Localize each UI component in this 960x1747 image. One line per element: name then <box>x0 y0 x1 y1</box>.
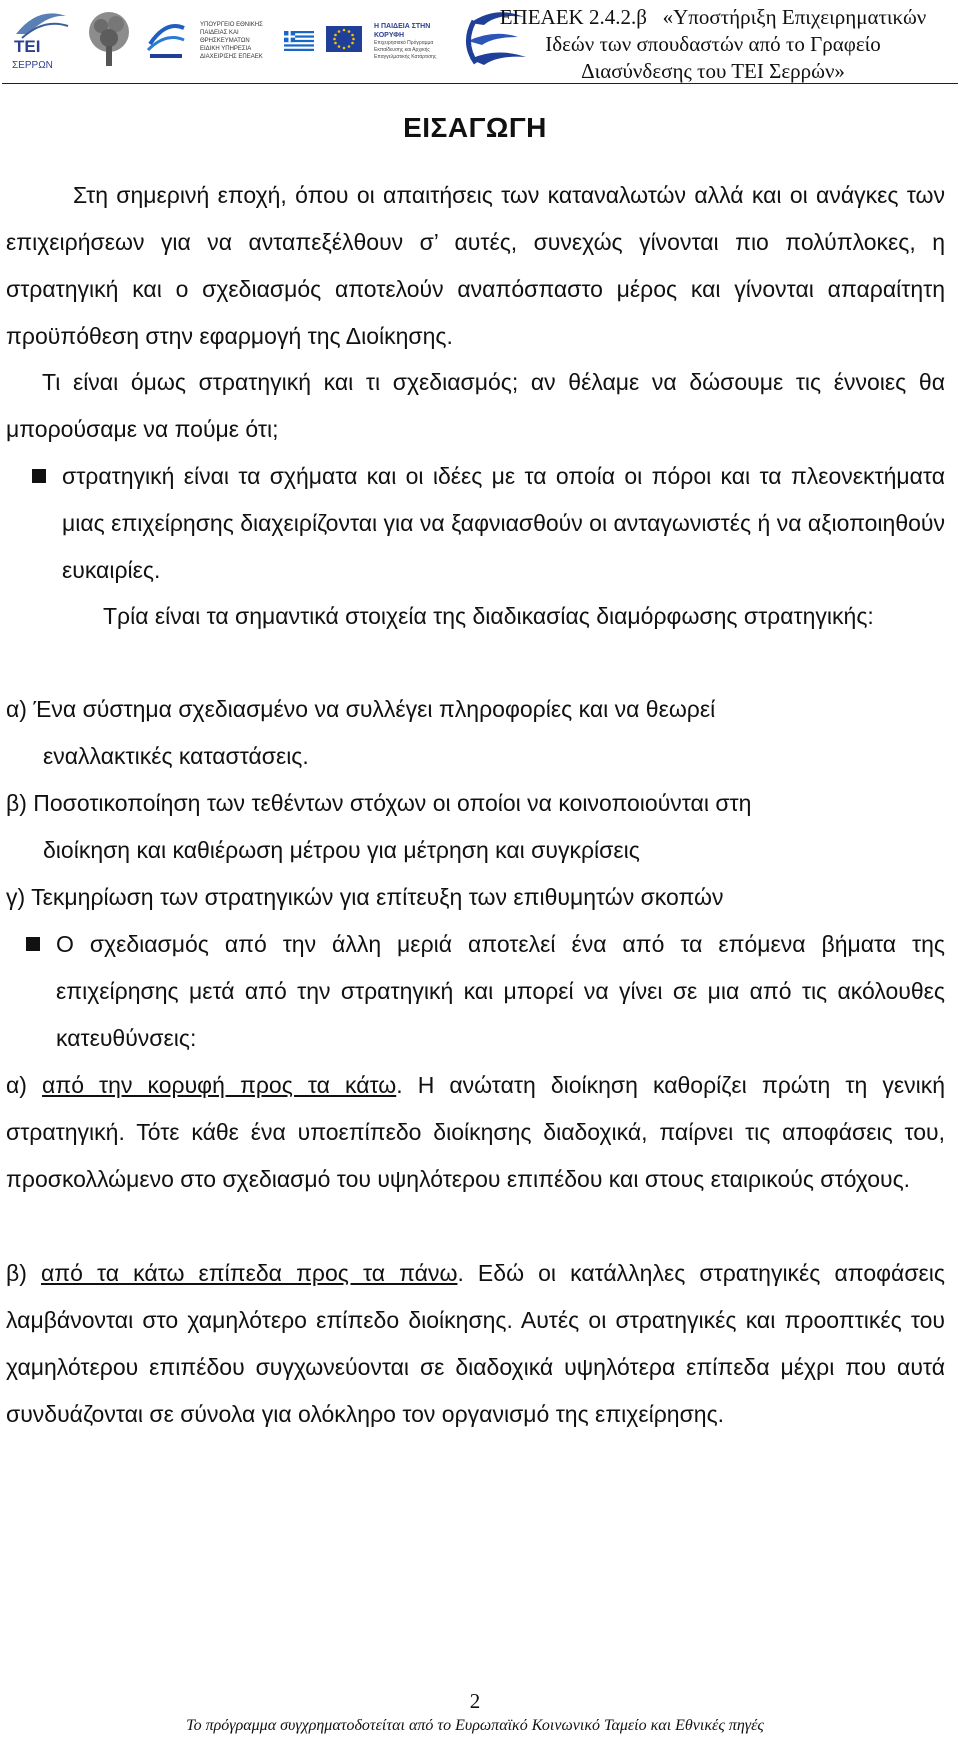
eu-flag-icon <box>326 26 362 52</box>
bottom-up-prefix: β) <box>6 1260 41 1286</box>
list-item-a-line-2: εναλλακτικές καταστάσεις. <box>43 743 309 769</box>
list-item-b-line-1: β) Ποσοτικοποίηση των τεθέντων στόχων οι οποίοι να κοινοποιούνται στη <box>6 790 752 816</box>
square-bullet-icon <box>32 469 46 483</box>
bullet-planning-definition: Ο σχεδιασμός από την άλλη μεριά αποτελεί ένα από τα επόμενα βήματα της επιχείρησης μετά από την στρατηγική και μπορεί να γίνει σε μια από τις ακόλουθες κατευθύνσεις: <box>56 931 945 1051</box>
paragraph-intro: Στη σημερινή εποχή, όπου οι απαιτήσεις των καταναλωτών αλλά και οι ανάγκες των επιχειρήσεων για να ανταπεξέλθουν σ’ αυτές, συνεχώς γίνονται πιο πολύπλοκες, η στρατηγική και ο σχεδιασμός αποτελούν αναπόσπαστο μέρος και γίνονται απαραίτητη προϋπόθεση στην εφαρμογή της Διοίκησης. <box>6 182 945 349</box>
header-logos <box>8 2 532 80</box>
ministry-logo <box>200 21 314 61</box>
list-item-a <box>6 686 945 780</box>
project-title <box>468 4 958 85</box>
tree-emblem-logo <box>86 8 132 75</box>
program-description: Επιχειρησιακό Πρόγραμμα Εκπαίδευσης και Αρχικής Επαγγελματικής Κατάρτισης <box>374 39 437 60</box>
greek-flag-icon <box>284 31 314 51</box>
paragraph-question: Τι είναι όμως στρατηγική και τι σχεδιασμός; αν θέλαμε να δώσουμε τις έννοιες θα μπορούσαμε να πούμε ότι; <box>6 369 945 442</box>
funding-footer: Το πρόγραμμα συγχρηματοδοτείται από το Ευρωπαϊκό Κοινωνικό Ταμείο και Εθνικές πηγές <box>186 1717 764 1734</box>
svg-text:ΤΕΙ: ΤΕΙ <box>14 37 41 56</box>
page-header <box>0 0 960 86</box>
list-item-c <box>6 874 945 921</box>
tei-serres-logo <box>8 4 74 78</box>
page-number: 2 <box>469 1689 481 1713</box>
square-bullet-icon <box>26 937 40 951</box>
list-item-a-line-1: α) Ένα σύστημα σχεδιασμένο να συλλέγει πληροφορίες και να θεωρεί <box>6 696 716 722</box>
header-divider <box>2 83 958 84</box>
svg-text:ΣΕΡΡΩΝ: ΣΕΡΡΩΝ <box>12 60 53 71</box>
eu-flag-logo <box>326 26 362 57</box>
tei-emblem-icon <box>8 4 74 78</box>
top-down-text: . Η ανώτατη διοίκηση καθορίζει πρώτη τη γενική στρατηγική. Τότε κάθε ένα υποεπίπεδο διοίκησης διαδοχικά, παίρνει τις αποφάσεις του, προσκολλώμενο στο σχεδιασμό του υψηλότερου επιπέδου και στους εταιρικούς στόχους. <box>6 1072 945 1192</box>
program-logo <box>374 22 448 61</box>
list-item-c-line: γ) Τεκμηρίωση των στρατηγικών για επίτευξη των επιθυμητών σκοπών <box>6 884 724 910</box>
list-item-b <box>6 780 945 874</box>
project-title-line-1: ΕΠΕΑΕΚ 2.4.2.β «Υποστήριξη Επιχειρηματικών <box>499 5 927 29</box>
paragraph-bottom-up <box>6 1250 945 1438</box>
program-slogan: Η ΠΑΙΔΕΙΑ ΣΤΗΝ ΚΟΡΥΦΗ <box>374 22 431 39</box>
swirl-logo <box>144 14 188 69</box>
ministry-line-2: ΕΙΔΙΚΗ ΥΠΗΡΕΣΙΑ ΔΙΑΧΕΙΡΙΣΗΣ ΕΠΕΑΕΚ <box>200 46 263 60</box>
paragraph-three-elements: Τρία είναι τα σημαντικά στοιχεία της διαδικασίας διαμόρφωσης στρατηγικής: <box>103 603 874 629</box>
swirl-icon <box>144 14 188 64</box>
top-down-prefix: α) <box>6 1072 43 1098</box>
project-title-line-2: Ιδεών των σπουδαστών από το Γραφείο <box>545 32 881 56</box>
bottom-up-heading: από τα κάτω επίπεδα προς τα πάνω <box>40 1260 458 1286</box>
tree-icon <box>86 8 132 70</box>
project-title-line-3: Διασύνδεσης του ΤΕΙ Σερρών» <box>581 59 845 83</box>
list-item-b-line-2: διοίκηση και καθιέρωση μέτρου για μέτρηση και συγκρίσεις <box>43 837 640 863</box>
section-title: ΕΙΣΑΓΩΓΗ <box>403 112 547 143</box>
bullet-strategy-definition: στρατηγική είναι τα σχήματα και οι ιδέες με τα οποία οι πόροι και τα πλεονεκτήματα μιας επιχείρησης διαχειρίζονται για να ξαφνιασθούν οι ανταγωνιστές ή να αξιοποιηθούν ευκαιρίες. <box>62 463 945 583</box>
ministry-line-1: ΥΠΟΥΡΓΕΙΟ ΕΘΝΙΚΗΣ ΠΑΙΔΕΙΑΣ ΚΑΙ ΘΡΗΣΚΕΥΜΑΤΩΝ <box>200 22 263 44</box>
paragraph-top-down <box>6 1062 945 1203</box>
bottom-up-text: . Εδώ οι κατάλληλες στρατηγικές αποφάσεις λαμβάνονται στο χαμηλότερο επίπεδο διοίκησης. Αυτές οι στρατηγικές και προοπτικές του χαμηλότερου επιπέδου συγχωνεύονται σε διαδοχικά υψηλότερα επίπεδα μέχρι που αυτά συνδυάζονται σε σύνολα για ολόκληρο τον οργανισμό της επιχείρησης. <box>6 1260 945 1427</box>
top-down-heading: από την κορυφή προς τα κάτω <box>42 1072 397 1098</box>
